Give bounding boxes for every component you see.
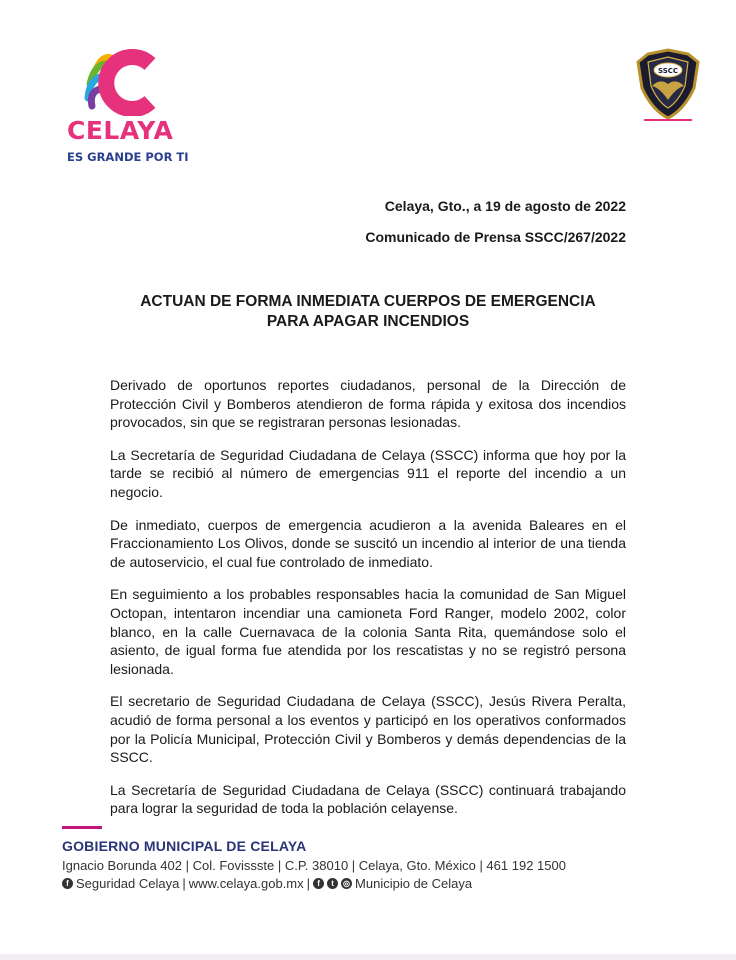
- twitter-icon[interactable]: t: [327, 878, 338, 889]
- body-paragraph: La Secretaría de Seguridad Ciudadana de Celaya (SSCC) continuará trabajando para lograr la seguridad de toda la población celayense.: [110, 781, 626, 817]
- footer-rule: [62, 826, 102, 829]
- facebook-icon[interactable]: f: [62, 878, 73, 889]
- body-paragraph: En seguimiento a los probables responsables hacia la comunidad de San Miguel Octopan, intentaron incendiar una camioneta Ford Ranger, modelo 2002, color blanco, en la calle Cuernavaca de la colonia Santa Rita, quemándose solo el asiento, de igual forma fue atendida por los rescatistas y no se registró persona lesionada.: [110, 586, 626, 677]
- body-paragraph: El secretario de Seguridad Ciudadana de Celaya (SSCC), Jesús Rivera Peralta, acudió de forma personal a los eventos y participó en los operativos conformados por la Policía Municipal, Protección Civil y Bomberos y demás dependencias de la SSCC.: [110, 693, 626, 766]
- municipio-link[interactable]: Municipio de Celaya: [355, 875, 473, 891]
- footer-address: Ignacio Borunda 402 | Col. Fovissste | C.P. 38010 | Celaya, Gto. México | 461 192 1500: [62, 857, 566, 873]
- date-line: Celaya, Gto., a 19 de agosto de 2022: [384, 198, 626, 214]
- press-release-body: [110, 376, 626, 832]
- footer-social-links: [62, 876, 682, 891]
- website-link[interactable]: www.celaya.gob.mx: [188, 875, 304, 891]
- badge-underline: [644, 119, 692, 121]
- headline-line-1: ACTUAN DE FORMA INMEDIATA CUERPOS DE EMERGENCIA: [140, 293, 596, 310]
- separator: |: [306, 875, 311, 891]
- body-paragraph: De inmediato, cuerpos de emergencia acudieron a la avenida Baleares en el Fraccionamiento Los Olivos, donde se suscitó un incendio al interior de una tienda de autoservicio, el cual fue controlado de inmediato.: [110, 516, 626, 570]
- social-handle-link[interactable]: Seguridad Celaya: [76, 875, 180, 891]
- press-release-number: Comunicado de Prensa SSCC/267/2022: [365, 229, 626, 245]
- footer: [62, 826, 682, 891]
- brand-name: CELAYA: [67, 116, 174, 145]
- footer-organization: GOBIERNO MUNICIPAL DE CELAYA: [62, 837, 307, 854]
- celaya-c-logo-icon: [84, 44, 164, 116]
- body-paragraph: Derivado de oportunos reportes ciudadanos, personal de la Dirección de Protección Civil y Bomberos atendieron de forma rápida y exitosa dos incendios provocados, sin que se registraran personas lesionadas.: [110, 377, 626, 431]
- separator: |: [182, 875, 186, 891]
- brand-tagline: ES GRANDE POR TI: [67, 150, 189, 164]
- headline: [100, 292, 636, 332]
- celaya-logo: [62, 44, 192, 169]
- svg-text:SSCC: SSCC: [657, 67, 679, 75]
- body-paragraph: La Secretaría de Seguridad Ciudadana de Celaya (SSCC) informa que hoy por la tarde se recibió al número de emergencias 911 el reporte del incendio a un negocio.: [110, 446, 626, 500]
- headline-line-2: PARA APAGAR INCENDIOS: [266, 313, 470, 330]
- instagram-icon[interactable]: ◎: [341, 878, 352, 889]
- facebook-icon[interactable]: f: [313, 878, 324, 889]
- bottom-band: [0, 954, 736, 960]
- sscc-shield-icon: [634, 48, 702, 120]
